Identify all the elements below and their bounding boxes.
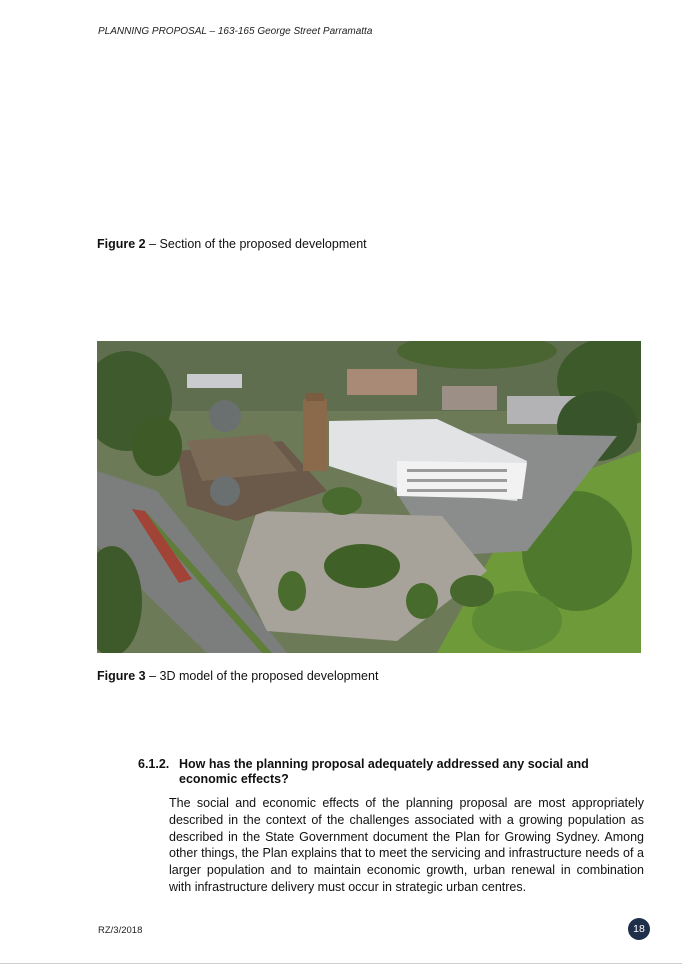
figure-2-caption-text: Section of the proposed development [159, 237, 367, 251]
figure-3-label: Figure 3 [97, 669, 146, 683]
page-number-badge: 18 [628, 918, 650, 940]
document-reference: RZ/3/2018 [98, 925, 143, 936]
figure-3-caption-text: 3D model of the proposed development [159, 669, 379, 683]
section-body-paragraph: The social and economic effects of the planning proposal are most appropriately described in the context of the challenges associated with a growing population as described in the State Government document the Plan for Growing Sydney. Among other things, the Plan explains that to meet the servicing and infrastructure needs of a larger population and to maintain economic growth, urban renewal in combination with infrastructure delivery must occur in strategic urban centres. [169, 796, 644, 894]
figure-3-caption [97, 669, 378, 683]
figure-2-dash: – [145, 237, 160, 251]
running-header: PLANNING PROPOSAL – 163-165 George Street Parramatta [98, 26, 373, 37]
aerial-3d-model-image [97, 341, 641, 653]
figure-2-label: Figure 2 [97, 237, 146, 251]
figure-2-caption [97, 237, 367, 251]
section-number: 6.1.2. [138, 757, 170, 771]
section-heading-text: How has the planning proposal adequately addressed any social and economic effects? [179, 757, 589, 786]
figure-3-dash: – [145, 669, 160, 683]
page-bottom-divider [0, 963, 682, 964]
